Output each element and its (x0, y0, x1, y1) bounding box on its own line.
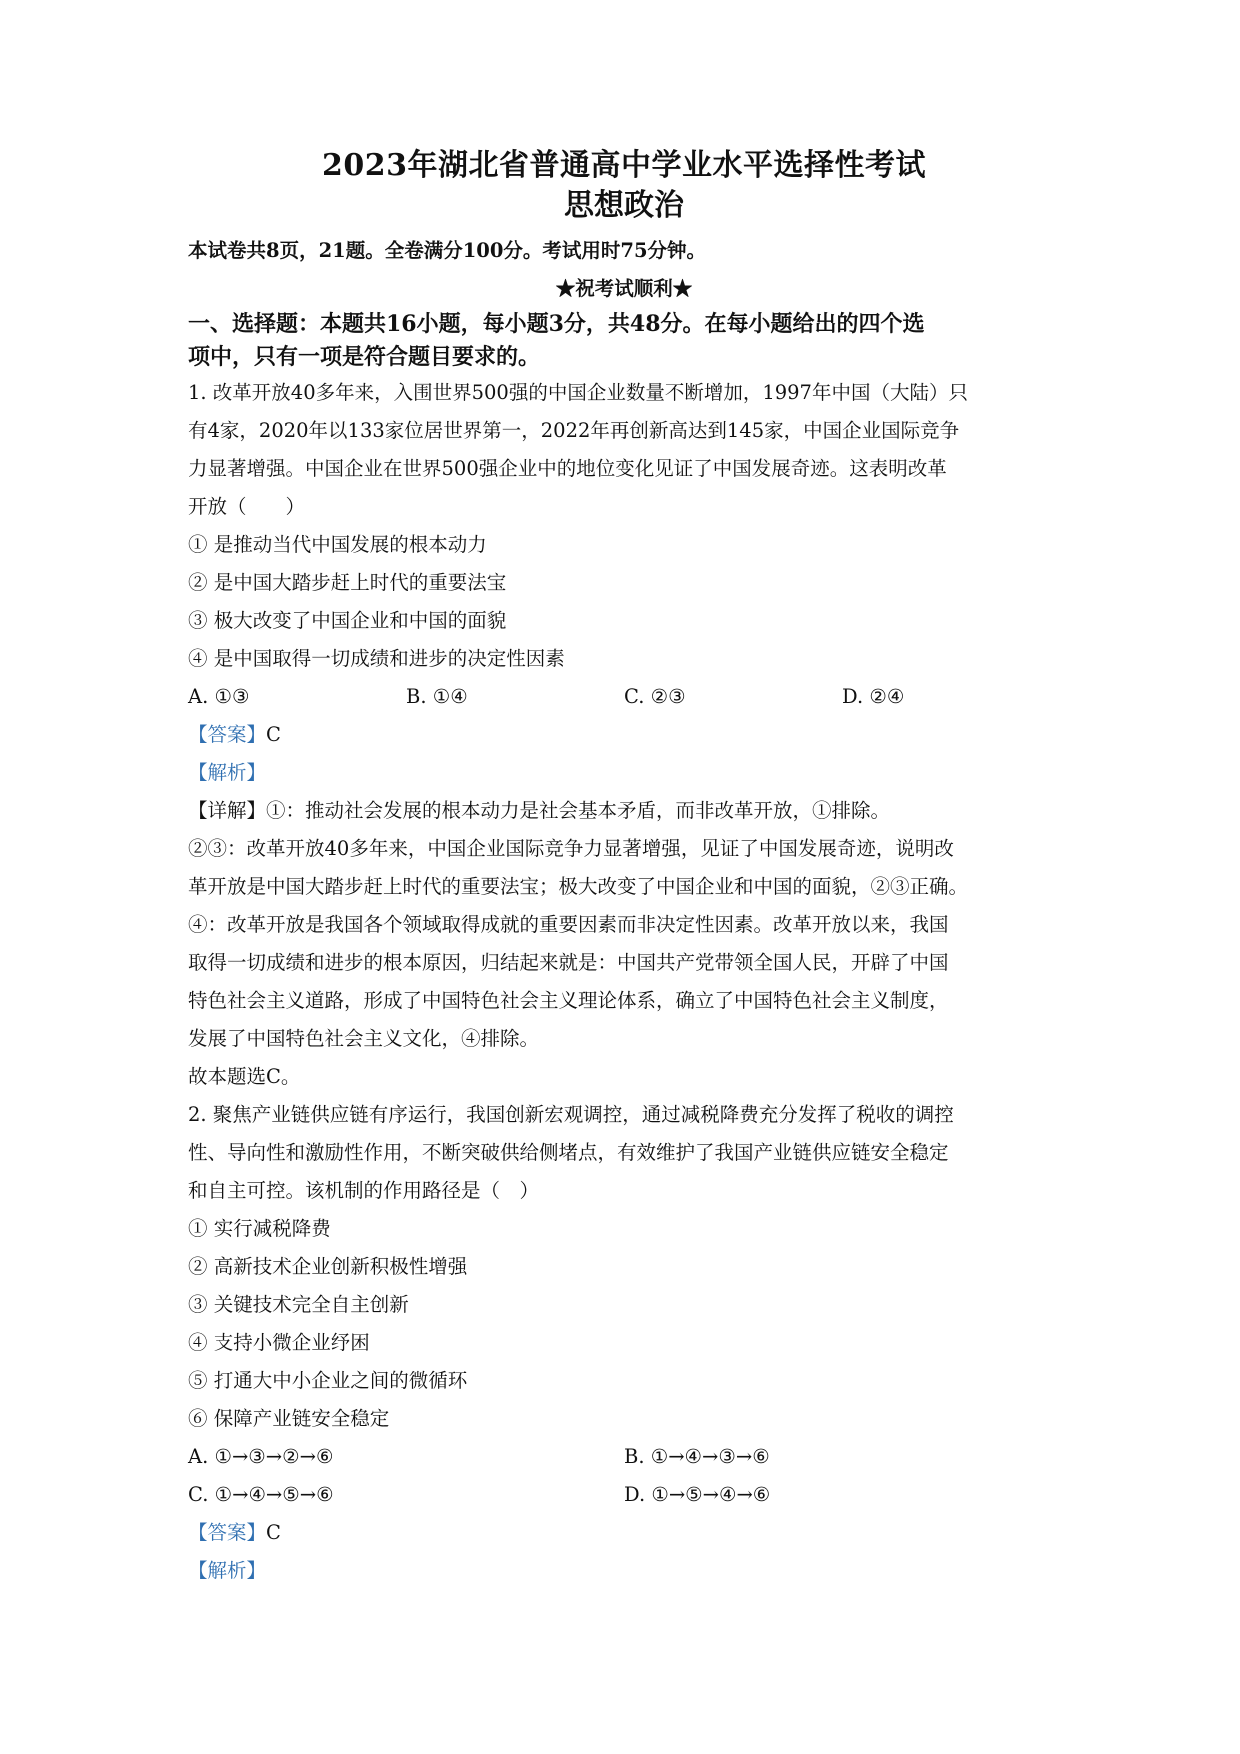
choice-c: C. ②③ (624, 685, 686, 708)
detail-line: ②③：改革开放40多年来，中国企业国际竞争力显著增强，见证了中国发展奇迹，说明改 (188, 837, 954, 860)
answer-line (188, 1514, 1060, 1552)
statement-item: ① 是推动当代中国发展的根本动力 (188, 533, 487, 556)
choice-c: C. ①→④→⑤→⑥ (188, 1483, 334, 1506)
question-stem-line: 和自主可控。该机制的作用路径是（ ） (188, 1179, 540, 1202)
detail-line: 取得一切成绩和进步的根本原因，归结起来就是：中国共产党带领全国人民，开辟了中国 (188, 951, 949, 974)
analysis-line (188, 754, 1060, 792)
choice-b: B. ①④ (406, 685, 468, 708)
statement-item: ② 高新技术企业创新积极性增强 (188, 1255, 468, 1278)
question-stem-line: 性、导向性和激励性作用，不断突破供给侧堵点，有效维护了我国产业链供应链安全稳定 (188, 1141, 949, 1164)
exam-info: 本试卷共8页，21题。全卷满分100分。考试用时75分钟。 (188, 239, 707, 262)
statement-item: ③ 关键技术完全自主创新 (188, 1293, 409, 1316)
detail-line: ④：改革开放是我国各个领域取得成就的重要因素而非决定性因素。改革开放以来，我国 (188, 913, 949, 936)
answer-value: C (266, 723, 281, 746)
question-2 (188, 1096, 1060, 1590)
statement-item: ⑤ 打通大中小企业之间的微循环 (188, 1369, 468, 1392)
question-stem-line: 有4家，2020年以133家位居世界第一，2022年再创新高达到145家，中国企业国际竞争 (188, 419, 960, 442)
detail-line: 特色社会主义道路，形成了中国特色社会主义理论体系，确立了中国特色社会主义制度， (188, 989, 949, 1012)
question-stem-line: 开放（ ） (188, 495, 306, 518)
choice-a: A. ①→③→②→⑥ (188, 1445, 334, 1468)
detail-text: ①：推动社会发展的根本动力是社会基本矛盾，而非改革开放，①排除。 (266, 799, 891, 822)
detail-line (188, 792, 1060, 830)
statement-item: ⑥ 保障产业链安全稳定 (188, 1407, 390, 1430)
detail-line: 发展了中国特色社会主义文化，④排除。 (188, 1027, 540, 1050)
answer-label: 【答案】 (188, 1521, 267, 1544)
question-1 (188, 374, 1060, 1096)
statement-item: ② 是中国大踏步赶上时代的重要法宝 (188, 571, 507, 594)
choice-d: D. ①→⑤→④→⑥ (624, 1483, 771, 1506)
answer-value: C (266, 1521, 281, 1544)
question-stem-line: 1. 改革开放40多年来，入围世界500强的中国企业数量不断增加，1997年中国（大陆）只 (188, 381, 968, 404)
page-content (188, 146, 1060, 1590)
choice-b: B. ①→④→③→⑥ (624, 1445, 770, 1468)
statement-item: ④ 支持小微企业纾困 (188, 1331, 370, 1354)
statement-item: ④ 是中国取得一切成绩和进步的决定性因素 (188, 647, 565, 670)
section-heading: 项中，只有一项是符合题目要求的。 (188, 344, 541, 370)
analysis-line (188, 1552, 1060, 1590)
analysis-label: 【解析】 (188, 1559, 267, 1582)
statement-item: ① 实行减税降费 (188, 1217, 331, 1240)
section-heading: 一、选择题：本题共16小题，每小题3分，共48分。在每小题给出的四个选 (188, 311, 925, 337)
answer-choices (188, 1476, 1060, 1514)
question-stem-line: 力显著增强。中国企业在世界500强企业中的地位变化见证了中国发展奇迹。这表明改革 (188, 457, 947, 480)
choice-d: D. ②④ (842, 685, 905, 708)
answer-choices (188, 678, 1060, 716)
good-luck-line: ★祝考试顺利★ (555, 277, 693, 300)
answer-label: 【答案】 (188, 723, 267, 746)
choice-a: A. ①③ (188, 685, 250, 708)
question-stem-line: 2. 聚焦产业链供应链有序运行，我国创新宏观调控，通过减税降费充分发挥了税收的调控 (188, 1103, 954, 1126)
detail-line: 革开放是中国大踏步赶上时代的重要法宝；极大改变了中国企业和中国的面貌，②③正确。 (188, 875, 969, 898)
conclusion-line: 故本题选C。 (188, 1065, 301, 1088)
statement-item: ③ 极大改变了中国企业和中国的面貌 (188, 609, 507, 632)
answer-line (188, 716, 1060, 754)
subject-title: 思想政治 (564, 188, 684, 223)
exam-title: 2023年湖北省普通高中学业水平选择性考试 (322, 148, 926, 183)
answer-choices (188, 1438, 1060, 1476)
analysis-label: 【解析】 (188, 761, 267, 784)
detail-label: 【详解】 (188, 799, 267, 822)
